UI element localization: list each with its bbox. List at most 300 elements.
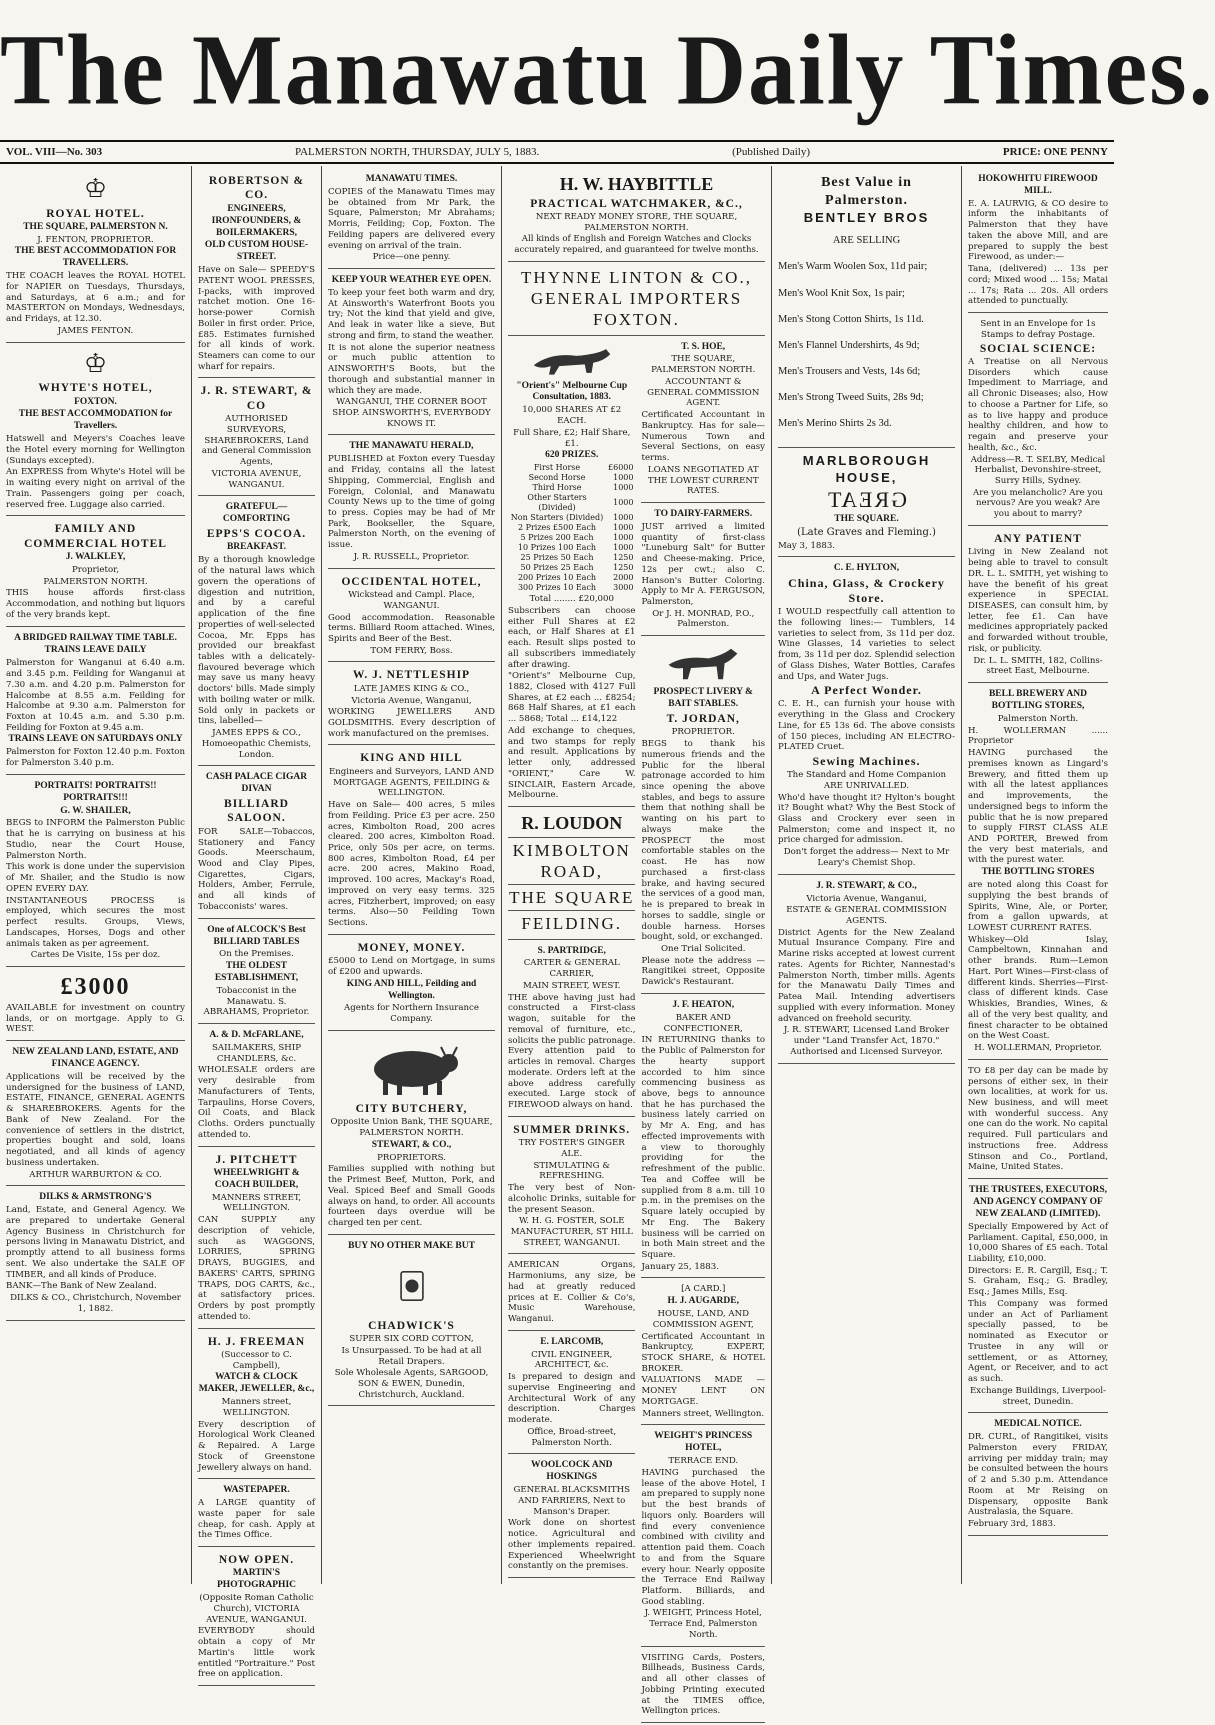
ad-firewood-mill: [968, 170, 1108, 313]
ad-date: February 3rd, 1883.: [968, 1519, 1056, 1529]
ad-body: THE above having just had constructed a First-class wagon, suitable for the removal of furniture, etc., solicits the public patronage. Every attention paid to articles in removal. Charges moderate. Orders left at the above address carefully executed. Large stock of FIREWOOD always on hand.: [508, 992, 636, 1110]
prize-row: [508, 483, 635, 493]
ad-heading: T. S. HOE,: [681, 341, 726, 352]
ad-body: Add exchange to cheques, and two stamps for reply and result. Applications by letter only, addressed "ORIENT," Care W. SINCLAIR, Eastern Arcade, Melbourne.: [508, 725, 636, 801]
ad-signature: J. R. STEWART, Licensed Land Broker under "Land Transfer Act, 1870." Authorised and Licensed Surveyor.: [783, 1025, 950, 1057]
bull-illustration-icon: [357, 1039, 467, 1099]
ad-body: A Treatise on all Nervous Disorders which cause Impediment to Marriage, and all Chronic Diseases; also, How to choose a Partner for Life, so as to live happy and produce healthy children, and how to regain and preserve your health, &c., &c.: [968, 356, 1108, 453]
ad-body: AVAILABLE for investment on country lands, or on mortgage. Apply to G. WEST.: [6, 1002, 185, 1035]
ad-larcomb: [508, 1333, 635, 1454]
ad-freeman: [198, 1331, 315, 1480]
ad-body: HAVING purchased the lease of the above Hotel, I am prepared to supply none but the best brands of liquors only. Boarders will find every convenience combined with civility and attention paid them. Coach to and from the Square every hour. Nearly opposite the Terrace End Railway Platform. Billiards, and Good stabling.: [641, 1467, 765, 1607]
ad-signature: J. WEIGHT, Princess Hotel, Terrace End, Palmerston North.: [644, 1608, 762, 1640]
ad-tagline: STIMULATING & REFRESHING.: [533, 1160, 610, 1182]
ad-signature: Dr. L. L. SMITH, 182, Collins-street East, Melbourne.: [973, 655, 1103, 677]
prize-row: [508, 513, 635, 523]
ad-signature: TOM FERRY, Boss.: [370, 645, 453, 656]
ad-partridge: [508, 942, 635, 1117]
ad-body: C. E. H., can furnish your house with everything in the Glass and Crockery Line, for £5 13s 6d. The above consists of 150 pieces, including AN ELECTRO-PLATED Cruet.: [778, 699, 955, 753]
ad-address: Opposite Union Bank, THE SQUARE, PALMERSTON NORTH.: [330, 1117, 493, 1139]
ad-body: £5000 to Lend on Mortgage, in sums of £200 and upwards.: [328, 956, 495, 977]
ad-stewart-commission: [778, 877, 955, 1064]
ad-body: Is Unsurpassed. To be had at all Retail Drapers.: [341, 1345, 482, 1367]
ad-owner: J. WALKLEY,: [65, 552, 126, 563]
ad-owner: H. WOLLERMAN ...... Proprietor: [968, 725, 1108, 747]
ad-owner: T. JORDAN,: [666, 712, 740, 725]
ad-nettleship: [328, 664, 495, 745]
ad-heading: SOCIAL SCIENCE:: [979, 342, 1097, 355]
ad-money-lend: [328, 937, 495, 1031]
ad-owner: STEWART, & CO.,: [371, 1139, 452, 1150]
prize-amount: 1000: [613, 533, 634, 543]
ad-signature: ARTHUR WARBURTON & CO.: [29, 1169, 162, 1180]
ad-heading: MONEY, MONEY.: [357, 941, 466, 954]
prize-amount: 1000: [613, 498, 634, 508]
ad-body: INSTANTANEOUS PROCESS is employed, which secures the most perfect results. Groups, Views, Landscapes, Horses, Dogs and other animals taken as per agreement.: [6, 895, 185, 949]
ad-body: Have on Sale— SPEEDY'S PATENT WOOL PRESSES, I-packs, with improved ratchet motion. One 16-horse-power Cornish Boiler in first order. Price, £85. Estimates furnished for all kinds of work. Steamers can come to our wharf for repairs.: [198, 265, 315, 372]
ad-subheading: THE BOTTLING STORES: [981, 867, 1095, 878]
prize-label: 5 Prizes 200 Each: [520, 533, 594, 543]
prize-label: 2 Prizes £500 Each: [517, 523, 597, 533]
column-3: [322, 166, 502, 1584]
ad-body: E. A. LAURVIG, & CO desire to inform the inhabitants of Palmerston that they have taken the above Mill, and are prepared to supply the best Firewood, as under:—: [968, 198, 1108, 263]
ad-railway-timetable: [6, 629, 185, 775]
ad-heading: J. F. HEATON,: [672, 999, 735, 1010]
ad-note: VALUATIONS MADE — MONEY LENT ON MORTGAGE.: [641, 1375, 765, 1407]
ad-owner: BENTLEY BROS: [803, 210, 930, 225]
cotton-reel-icon: [382, 1256, 442, 1316]
ad-hylton-china: [778, 559, 955, 874]
ad-heading: KEEP YOUR WEATHER EYE OPEN.: [331, 275, 492, 286]
ad-stewart: [198, 380, 315, 496]
list-item: Men's Merino Shirts 2s 3d.: [778, 418, 892, 430]
ad-address: THE SQUARE, PALMERSTON NORTH.: [651, 354, 756, 376]
ad-fosters-ginger-ale: [508, 1119, 635, 1255]
ad-amount: £3000: [60, 973, 131, 1000]
ad-chadwick: [328, 1237, 495, 1407]
ad-subheading: A Perfect Wonder.: [811, 683, 922, 698]
ad-signature: KING AND HILL, Feilding and Wellington.: [346, 978, 477, 1001]
ad-body: By a thorough knowledge of the natural laws which govern the operations of digestion and nutrition, and by a careful application of the fine properties of well-selected Cocoa, Mr. Epps has provided our breakfast tables with a delicately-flavoured beverage which may save us many heavy doctors' bills. Made simply with boiling water or milk. Sold only in packets or tins, labelled—: [198, 555, 316, 727]
ad-body: WORKING JEWELLERS AND GOLDSMITHS. Every description of work manufactured on the premises.: [328, 707, 495, 739]
ad-heading: WEIGHT'S PRINCESS HOTEL,: [654, 1431, 753, 1454]
ad-subheading: On the Premises.: [219, 949, 294, 960]
ad-shares: Full Share, £2; Half Share, £1.: [513, 427, 631, 449]
ad-owner: G. W. SHAILER,: [60, 805, 131, 816]
prize-label: Second Horse: [528, 473, 586, 483]
ad-body: An EXPRESS from Whyte's Hotel will be in waiting every night on arrival of the Train. Passengers going per coach, reserved free. Luggage also carried.: [6, 467, 185, 510]
ad-signature: Tobacconist in the Manawatu. S. ABRAHAMS, Proprietor.: [203, 985, 310, 1018]
ad-body: The Standard and Home Companion ARE UNRIVALLED.: [786, 770, 947, 791]
ad-place: PALMERSTON NORTH.: [43, 576, 148, 587]
ad-heading: One of ALCOCK'S Best BILLIARD TABLES: [207, 924, 306, 947]
ad-city-butchery: [328, 1033, 495, 1235]
ad-subheading: TRY FOSTER'S GINGER ALE.: [518, 1138, 625, 1159]
ad-heaton: [641, 996, 765, 1279]
ad-heading: "Orient's" Melbourne Cup Consultation, 1883.: [516, 380, 628, 403]
prize-row: [508, 563, 635, 573]
ad-body: The very best of Non-alcoholic Drinks, suitable for the present Season.: [508, 1183, 636, 1215]
ad-king-and-hill: [328, 747, 495, 934]
ad-heading: A BRIDGED RAILWAY TIME TABLE.: [14, 632, 177, 643]
ad-body: FOR SALE—Tobaccos, Stationery and Fancy Goods. Meerschaum, Wood and Clay Pipes, Cigarettes, Cigars, Holders, Amber, Ferrule, and all kinds of Tobacconists' wares.: [198, 826, 315, 912]
ad-dr-smith: [968, 528, 1108, 683]
ad-subheading: TRAINS LEAVE DAILY: [44, 645, 147, 656]
ad-signature: WANGANUI, THE CORNER BOOT SHOP. AINSWORTH'S, EVERYBODY KNOWS IT.: [332, 397, 491, 429]
ad-address: Wickstead and Campl. Place, WANGANUI.: [348, 590, 475, 611]
bentley-item-list: [778, 260, 955, 430]
ad-body: Applications will be received by the undersigned for the business of LAND, ESTATE, FINANCE, GENERAL AGENTS & SHAREBROKERS. Agents for the Bank of New Zealand. For the convenience of settlers in the district, properties bought and sold, loans negotiated, and all kinds of agency business undertaken.: [6, 1071, 185, 1168]
ad-signature: W. H. G. FOSTER, SOLE MANUFACTURER, ST HILL STREET, WANGANUI.: [510, 1216, 633, 1248]
ad-address: Manners street, WELLINGTON.: [221, 1397, 292, 1418]
ad-heading: J. R. STEWART, & CO.,: [816, 880, 917, 891]
prize-label: 200 Prizes 10 Each: [517, 573, 597, 583]
ad-stamp: GREAT: [826, 486, 907, 512]
ad-signature: JAMES EPPS & CO., Homoeopathic Chemists, London.: [201, 728, 312, 760]
ad-subheading: TERRACE END.: [668, 1456, 739, 1467]
list-item: Men's Flannel Undershirts, 4s 9d;: [778, 339, 920, 351]
ad-body: District Agents for the New Zealand Mutual Insurance Company. Fire and Marine risks accepted at lowest current rates. Agents for Richter, Nannestad's Palmerston North, timber mills. Agents for the Manawatu Daily Times and Patea Mail. Intending advertisers supplied with every information. Money advanced on freehold security.: [778, 927, 955, 1024]
prize-row: [508, 573, 635, 583]
ad-signature: Address—R. T. SELBY, Medical Herbalist, Devonshire-street, Surry Hills, Sydney.: [970, 454, 1106, 487]
ad-note: THE OLDEST ESTABLISHMENT,: [214, 961, 299, 984]
ad-body: THIS house affords first-class Accommodation, and nothing but liquors of the very brands kept.: [6, 588, 185, 620]
ad-trade: PRACTICAL WATCHMAKER, &C.,: [530, 197, 743, 210]
ad-trade: ACCOUNTANT & GENERAL COMMISSION AGENT.: [647, 376, 760, 409]
ad-body: This Company was formed under an Act of Parliament specially passed, to be nominated as Executor or Trustee in any will or settlement, or as Attorney, Agent, or Receiver, and to act as such.: [968, 1298, 1108, 1385]
ad-body: TO £8 per day can be made by persons of either sex, in their own localities, at work for us. New business, and will meet with wonderful success. Any one can do the work. No capital required. Full particulars and instructions free. Address Stinson and Co., Portland, Maine, United States.: [968, 1065, 1108, 1173]
ad-card-label: [A CARD.]: [681, 1284, 726, 1295]
ad-heading: FAMILY AND COMMERCIAL HOTEL: [24, 523, 167, 550]
ad-subheading: BILLIARD SALOON.: [224, 798, 289, 825]
ad-money-available: [6, 969, 185, 1041]
ad-tagline: THE BEST ACCOMMODATION FOR TRAVELLERS.: [14, 246, 177, 269]
column-2: [192, 166, 322, 1680]
ad-heading: CITY BUTCHERY,: [355, 1102, 468, 1115]
ad-heading: MANAWATU TIMES.: [365, 174, 458, 184]
ad-dilks: [6, 1188, 185, 1320]
ad-heading: R. LOUDON: [521, 813, 623, 834]
ad-body: EVERYBODY should obtain a copy of Mr Martin's little work entitled "Portraiture." Post free on application.: [198, 1626, 315, 1680]
prize-row: [508, 463, 635, 473]
ad-heading: J. R. STEWART, & CO: [200, 385, 313, 412]
col4-right: [641, 338, 765, 1725]
ad-augarde: [641, 1280, 765, 1425]
ad-body: Land, Estate, and General Agency. We are prepared to undertake General Agency Business in Christchurch for persons living in Manawatu District, and promptly attend to all business forms sent. We also undertake the SALE OF TIMBER, and all kinds of Produce.: [6, 1205, 185, 1280]
ad-address: VICTORIA AVENUE, WANGANUI.: [211, 468, 302, 490]
ad-heading: KING AND HILL: [360, 752, 463, 765]
ad-heading: W. J. NETTLESHIP: [352, 669, 471, 682]
ad-body: Living in New Zealand not being able to travel to consult DR. L. L. SMITH, yet wishing to have the benefit of his great experience in SPECIAL DISEASES, can consult him, by letter, fee £1. Can have medicines appropriately packed and forwarded without trouble, risk, or publicity.: [968, 547, 1108, 654]
ad-address: THE SQUARE, PALMERSTON N.: [23, 221, 168, 232]
prize-amount: 2000: [613, 573, 634, 583]
ad-body: All kinds of English and Foreign Watches and Clocks accurately repaired, and guaranteed for twelve months.: [514, 234, 759, 256]
ad-land-agency: [6, 1043, 185, 1186]
ad-body: Palmerston for Wanganui at 6.40 a.m. and 3.45 p.m. Feilding for Wanganui at 7.30 a.m. and 4.20 p.m. Palmerston for Halcombe at 8.55 a.m. Feilding for Halcombe at 9.30 a.m. Palmerston for Foxton at 10.45 a.m. and 5.30 p.m. Feilding for Foxton at 9.45 a.m.: [6, 658, 185, 733]
ad-trade: Engineers and Surveyors, LAND AND MORTGAGE AGENTS, FEILDING & WELLINGTON.: [328, 766, 495, 799]
list-item: Men's Stong Cotton Shirts, 1s 11d.: [778, 313, 924, 325]
ad-heading: THYNNE LINTON & CO.,: [521, 267, 752, 287]
ad-prize-count: 620 PRIZES.: [545, 450, 599, 461]
list-item: Men's Strong Tweed Suits, 28s 9d;: [778, 392, 924, 403]
ad-trade: WATCH & CLOCK MAKER, JEWELLER, &c.,: [198, 1372, 315, 1395]
prize-amount: 1000: [613, 543, 634, 553]
ad-subheading: Sewing Machines.: [812, 754, 921, 769]
ad-body: are noted along this Coast for supplying the best brands of Spirits, Wine, Ale, or Porter, from a gallon upwards, at LOWEST CURRENT RATES.: [968, 880, 1108, 933]
ad-visiting-cards: [641, 1649, 765, 1723]
royal-crest-icon: ♔: [83, 348, 108, 379]
ad-date: May 3, 1883.: [778, 540, 836, 551]
column-7: [962, 166, 1114, 1584]
ad-trade: GENERAL BLACKSMITHS AND FARRIERS, Next to Manson's Draper.: [513, 1485, 630, 1517]
prize-amount: 1000: [613, 483, 634, 493]
ad-role: PROPRIETORS.: [377, 1152, 446, 1163]
ad-heading: E. LARCOMB,: [540, 1336, 604, 1347]
ad-body: Palmerston for Foxton 12.40 p.m. Foxton for Palmerston 3.40 p.m.: [6, 747, 185, 769]
masthead: [0, 0, 1215, 140]
ad-address: Victoria Avenue, Wanganui,: [351, 695, 472, 706]
ad-place: FEILDING.: [521, 914, 623, 934]
ad-signature: H. WOLLERMAN, Proprietor.: [974, 1043, 1102, 1054]
prize-row: [508, 543, 635, 553]
ad-signature: Exchange Buildings, Liverpool-street, Dunedin.: [970, 1385, 1106, 1407]
ad-body: BEGS to INFORM the Palmerston Public that he is carrying on business at his Studio, near the Court House, Palmerston North.: [6, 818, 185, 861]
ad-signature: Sole Wholesale Agents, SARGOOD, SON & EWEN, Dunedin, Christchurch, Auckland.: [334, 1368, 489, 1400]
ad-royal-hotel: [6, 170, 185, 343]
ad-body: Whiskey—Old Islay, Campbeltown, Kinnahan and other brands. Rum—Lemon Hart. Port Wines—First-class of different kinds. Sherries—First-class of different kinds. Case Whiskies, Brandies, Wines, & all of the very best quality, and finest character to be obtained on the West Coast.: [968, 934, 1108, 1042]
ad-heading: WHYTE'S HOTEL,: [38, 382, 153, 395]
ad-tagline: THE BEST ACCOMMODATION for Travellers.: [18, 409, 173, 432]
ad-signature: J. R. RUSSELL, Proprietor.: [353, 551, 470, 562]
ad-heading: PROSPECT LIVERY & BAIT STABLES.: [653, 687, 753, 710]
ad-times-copies: [328, 170, 495, 269]
ad-heading: NOW OPEN.: [218, 1554, 295, 1567]
ad-body: THE COACH leaves the ROYAL HOTEL for NAPIER on Tuesdays, Thursdays, and Saturdays, at 6 a.m.; and for MASTERTON on Mondays, Wednesdays, and Fridays, at 12.30.: [6, 271, 185, 325]
ad-heading: TO DAIRY-FARMERS.: [654, 508, 753, 519]
prize-amount: 3000: [613, 583, 634, 593]
list-item: Men's Wool Knit Sox, 1s pair;: [778, 287, 905, 299]
ad-address: Office, Broad-street, Palmerston North.: [527, 1426, 617, 1448]
volume-number: VOL. VIII—No. 303: [6, 146, 103, 158]
ad-subheading: SUPER SIX CORD COTTON,: [349, 1334, 474, 1345]
ad-body: Good accommodation. Reasonable terms. Billiard Room attached. Wines, Spirits and Beer of the Best.: [328, 612, 495, 644]
ad-heading: GRATEFUL—COMFORTING: [222, 502, 291, 525]
ad-melbourne-cup-consultation: [508, 338, 635, 808]
ad-heading: S. PARTRIDGE,: [537, 945, 606, 956]
ad-manawatu-herald: [328, 437, 495, 568]
racehorse-illustration-icon: [517, 344, 627, 378]
prize-amount: 1250: [613, 563, 634, 573]
ad-note: (Late Graves and Fleming.): [797, 527, 936, 539]
ad-subheading: LATE JAMES KING & CO.,: [353, 683, 470, 694]
ad-date: January 25, 1883.: [641, 1261, 719, 1272]
price: PRICE: ONE PENNY: [1002, 146, 1108, 158]
ad-heading: MEDICAL NOTICE.: [994, 1419, 1082, 1430]
ad-place: Palmerston North.: [997, 713, 1079, 724]
ad-owner: C. E. HYLTON,: [833, 563, 900, 574]
ad-occidental-hotel: [328, 571, 495, 663]
ad-social-science: [968, 315, 1108, 526]
ad-subheading: 10,000 SHARES AT £2 EACH.: [522, 405, 622, 427]
ad-address: Manners street, Wellington.: [642, 1408, 765, 1419]
ad-body: VISITING Cards, Posters, Billheads, Business Cards, and all other classes of Jobbing Printing executed at the TIMES office, Wellington prices.: [641, 1652, 765, 1717]
ad-billiard-tables: [198, 921, 315, 1024]
ad-subheading: (Successor to C. Campbell),: [221, 1349, 292, 1371]
ad-heading: OCCIDENTAL HOTEL,: [341, 575, 482, 588]
publication-frequency: (Published Daily): [732, 146, 811, 158]
prize-amount: 1250: [613, 553, 634, 563]
prize-label: 25 Prizes 50 Each: [520, 553, 594, 563]
royal-crest-icon: ♔: [83, 174, 108, 204]
ad-heading: ROYAL HOTEL.: [46, 207, 145, 220]
columns: [0, 166, 1114, 1717]
column-1: [0, 166, 192, 1584]
prize-row: [508, 533, 635, 543]
ad-directors: Directors: E. R. Cargill, Esq.; T. S. Graham, Esq.; G. Bradley, Esq.; James Mills, Esq.: [968, 1265, 1108, 1298]
ad-body: A LARGE quantity of waste paper for sale cheap, for cash. Apply at the Times Office.: [198, 1498, 315, 1541]
ad-heading: BUY NO OTHER MAKE BUT: [348, 1240, 475, 1251]
ad-questions: Are you melancholic? Are you nervous? Are you weak? Are you about to marry?: [973, 487, 1103, 520]
ad-thynne-linton: [508, 264, 765, 336]
ad-address: THE SQUARE: [509, 888, 635, 908]
ad-heading: Best Value in Palmerston.: [821, 175, 912, 208]
ad-trustees-company: [968, 1181, 1108, 1413]
prize-row: [508, 523, 635, 533]
ad-earnings: [968, 1062, 1108, 1179]
ad-trade: CARTER & GENERAL CARRIER,: [523, 958, 620, 980]
ad-address: Victoria Avenue, Wanganui,: [806, 893, 927, 904]
dateline-bar: [0, 140, 1114, 164]
ad-body: Please note the address — Rangitikei street, Opposite Dawick's Restaurant.: [641, 955, 765, 988]
ad-dairy-farmers: [641, 505, 765, 636]
ad-medical-notice: [968, 1415, 1108, 1535]
col4-split: [508, 338, 765, 1725]
ad-family-hotel: [6, 518, 185, 626]
ad-body: "Orient's" Melbourne Cup, 1882, Closed with 4127 Full Shares, at £2 each ... £8254; 868 Half Shares, at £1 each ... 5868; Total ... £14,122: [508, 671, 636, 725]
ad-product: EPPS'S COCOA.: [206, 528, 307, 541]
ad-bell-brewery: [968, 685, 1108, 1060]
ad-body: Is prepared to design and supervise Engineering and Architectural Work of any description. Charges moderate.: [508, 1372, 636, 1426]
ad-trade: BAKER AND CONFECTIONER,: [663, 1012, 743, 1034]
prize-row: [508, 583, 635, 593]
ad-body: JUST arrived a limited quantity of first-class "Luneburg Salt" for Butter and Cheese-making. Price, 12s per cwt.; also C. Hanson's Butter Coloring. Apply to Mr A. FERGUSON, Palmerston,: [641, 521, 765, 607]
ad-body: Hatswell and Meyers's Coaches leave the Hotel every morning for Wellington (Sundays excepted).: [6, 434, 185, 466]
ad-weights-hotel: [641, 1427, 765, 1646]
ad-body: HAVING purchased the premises known as Lingard's Brewery, and fitted them up with all the latest appliances and improvements, the undersigned begs to inform the public that he is now prepared to supply FIRST CLASS ALE AND PORTER, Brewed from the very best materials, and with the purest water.: [968, 748, 1108, 866]
ad-bentley-bros: [778, 170, 955, 448]
ad-body: AUTHORISED SURVEYORS, SHAREBROKERS, Land and General Commission Agents,: [201, 414, 312, 468]
prize-label: Third Horse: [532, 483, 582, 493]
ad-loudon: [508, 809, 635, 940]
ad-body: COPIES of the Manawatu Times may be obtained from Mr Park, the Square, Palmerston; Mr Abrahams; Morris, Feilding; Cop, Foxton. The Feilding papers are delivered every evening on arrival of the train.: [328, 186, 495, 251]
column-4: [502, 166, 772, 1717]
ad-body: Every description of Horological Work Cleaned & Repaired. A Large Stock of Greenstone Jewellery always on hand.: [198, 1419, 315, 1473]
ad-wastepaper: [198, 1481, 315, 1547]
ad-heading: China, Glass, & Crockery Store.: [788, 576, 945, 606]
col4-left: [508, 338, 635, 1725]
ad-address: OLD CUSTOM HOUSE-STREET.: [204, 240, 309, 263]
ad-trade: HOUSE, LAND, AND COMMISSION AGENT,: [652, 1309, 754, 1330]
ad-heading: ANY PATIENT: [994, 532, 1082, 545]
ad-role: Proprietor,: [71, 564, 120, 575]
column-6: [772, 166, 962, 1584]
ad-heading: THE MANAWATU HERALD,: [349, 441, 474, 452]
ad-haybittle: [508, 170, 765, 262]
ad-trade: ESTATE & GENERAL COMMISSION AGENTS.: [786, 905, 947, 926]
ad-note: Sent in an Envelope for 1s Stamps to defray Postage.: [980, 319, 1096, 340]
ad-body: BANK—The Bank of New Zealand.: [6, 1281, 157, 1292]
ad-whytes-hotel: [6, 345, 185, 517]
ad-role: PROPRIETOR.: [671, 727, 735, 738]
list-item: Men's Warm Woolen Sox, 11d pair;: [778, 261, 928, 273]
ad-body: CAN SUPPLY any description of vehicle, such as WAGGONS, LORRIES, SPRING DRAYS, BUGGIES, and BAKERS' CARTS, SPRING TRAPS, DOG CARTS, &c., at satisfactory prices. Orders by post promptly attended to.: [198, 1215, 315, 1322]
place-date: PALMERSTON NORTH, THURSDAY, JULY 5, 1883.: [295, 146, 540, 158]
prize-amount: 1000: [613, 523, 634, 533]
ad-heading: SUMMER DRINKS.: [513, 1123, 631, 1136]
prize-label: First Horse: [533, 463, 581, 473]
ad-heading: MARLBOROUGH HOUSE,: [802, 453, 931, 485]
ad-robertson: [198, 170, 315, 378]
ad-heading: HOKOWHITU FIREWOOD MILL.: [978, 174, 1098, 196]
ad-place: FOXTON.: [74, 396, 117, 407]
ad-body: Certificated Accountant in Bankruptcy, EXPERT, STOCK SHARE, & HOTEL BROKER.: [641, 1331, 765, 1374]
ad-body: Certificated Accountant in Bankruptcy. Has for sale—Numerous Town and Several Sections, on easy terms.: [641, 410, 765, 464]
ad-heading: J. PITCHETT: [215, 1153, 298, 1166]
prize-label: Non Starters (Divided): [510, 513, 604, 523]
ad-body: Families supplied with nothing but the Primest Beef, Mutton, Pork, and Veal. Spiced Beef and Small Goods always on hand, to order. All accounts fourteen days overdue will be charged ten per cent.: [328, 1164, 495, 1229]
ad-address: NEXT READY MONEY STORE, THE SQUARE, PALMERSTON NORTH.: [535, 211, 738, 233]
ad-portraits: [6, 777, 185, 967]
horse-illustration-icon: [648, 644, 758, 684]
ad-mcfarlane: [198, 1026, 315, 1146]
ad-note: LOANS NEGOTIATED AT THE LOWEST CURRENT RATES.: [647, 464, 759, 497]
prize-row: [508, 553, 635, 563]
ad-martins: [198, 1549, 315, 1686]
ad-body: WHOLESALE orders are very desirable from Manufacturers of Tents, Tarpaulins, Horse Covers, Oil Coats, and Black Cloths. Orders punctually attended to.: [198, 1065, 315, 1140]
ad-body: I WOULD respectfully call attention to the following lines:— Tumblers, 14 varieties to select from, 3s 11d per doz. Wine Glasses, 14 varieties to select from, 3s 11d per doz. Splendid selection of Glass Dishes, Water Bottles, Carafes and Ups, and Water Jugs.: [778, 607, 955, 682]
ad-body: DR. CURL, of Rangitikei, visits Palmerston every FRIDAY, arriving per midday train; may be consulted between the hours of 2 and 5.30 p.m. Attendance Room at Mr Reising on Dispensary, opposite Bank Australasia, the Square.: [968, 1432, 1108, 1518]
ad-trade: CIVIL ENGINEER, ARCHITECT, &c.: [531, 1349, 613, 1371]
prize-label: Other Starters (Divided): [527, 493, 587, 513]
prize-total: Total ........ £20,000: [529, 594, 614, 605]
ad-hoe: [641, 338, 765, 503]
ad-address: MAIN STREET, WEST.: [523, 980, 621, 991]
prize-label: 50 Prizes 25 Each: [520, 563, 594, 573]
ad-heading: WASTEPAPER.: [223, 1485, 290, 1496]
ad-trade: SAILMAKERS, SHIP CHANDLERS, &c.: [212, 1043, 301, 1064]
ad-body: Work done on shortest notice. Agricultural and other implements repaired. Experienced Wheelwright constantly on the premises.: [508, 1518, 636, 1572]
ad-subheading: MARTIN'S PHOTOGRAPHIC: [217, 1568, 296, 1591]
ad-subheading: BREAKFAST.: [226, 542, 287, 553]
ad-heading: H. W. HAYBITTLE: [559, 174, 714, 194]
ad-trade: GENERAL IMPORTERS: [530, 289, 743, 309]
ad-marlborough-house: [778, 450, 955, 557]
ad-trade: WHEELWRIGHT & COACH BUILDER,: [213, 1167, 300, 1190]
ad-place: FOXTON.: [593, 310, 680, 330]
ad-heading: THE TRUSTEES, EXECUTORS, AND AGENCY COMPANY OF NEW ZEALAND (LIMITED).: [969, 1185, 1107, 1219]
ad-body: Subscribers can choose either Full Shares at £2 each, or Half Shares at £1 each. Result slips posted to all subscribers immediately after drawing.: [508, 605, 636, 670]
ad-address: MANNERS STREET, WELLINGTON.: [211, 1192, 302, 1214]
ad-subheading: ARE SELLING: [832, 235, 901, 247]
prize-row: [508, 493, 635, 513]
ad-proprietor: J. FENTON, PROPRIETOR.: [37, 234, 154, 245]
ad-verse: To keep your feet both warm and dry, At Ainsworth's Waterfront Boots you try; Not the kind that yield and give, And leak in water like a sieve, But strong and firm, to stand the weather.: [328, 287, 495, 341]
ad-body: PUBLISHED at Foxton every Tuesday and Friday, contains all the latest Shipping, Commercial, English and Foreign, Colonial, and Manawatu County News up to the time of going to press. Copies may be had of Mr Park, Bookseller, the Square, Palmerston North, on the evening of issue.: [328, 454, 495, 551]
prize-amount: 1000: [613, 513, 634, 523]
prize-row: [508, 473, 635, 483]
prize-amount: £6000: [608, 463, 634, 473]
newspaper-title: The Manawatu Daily Times.: [0, 13, 1215, 126]
